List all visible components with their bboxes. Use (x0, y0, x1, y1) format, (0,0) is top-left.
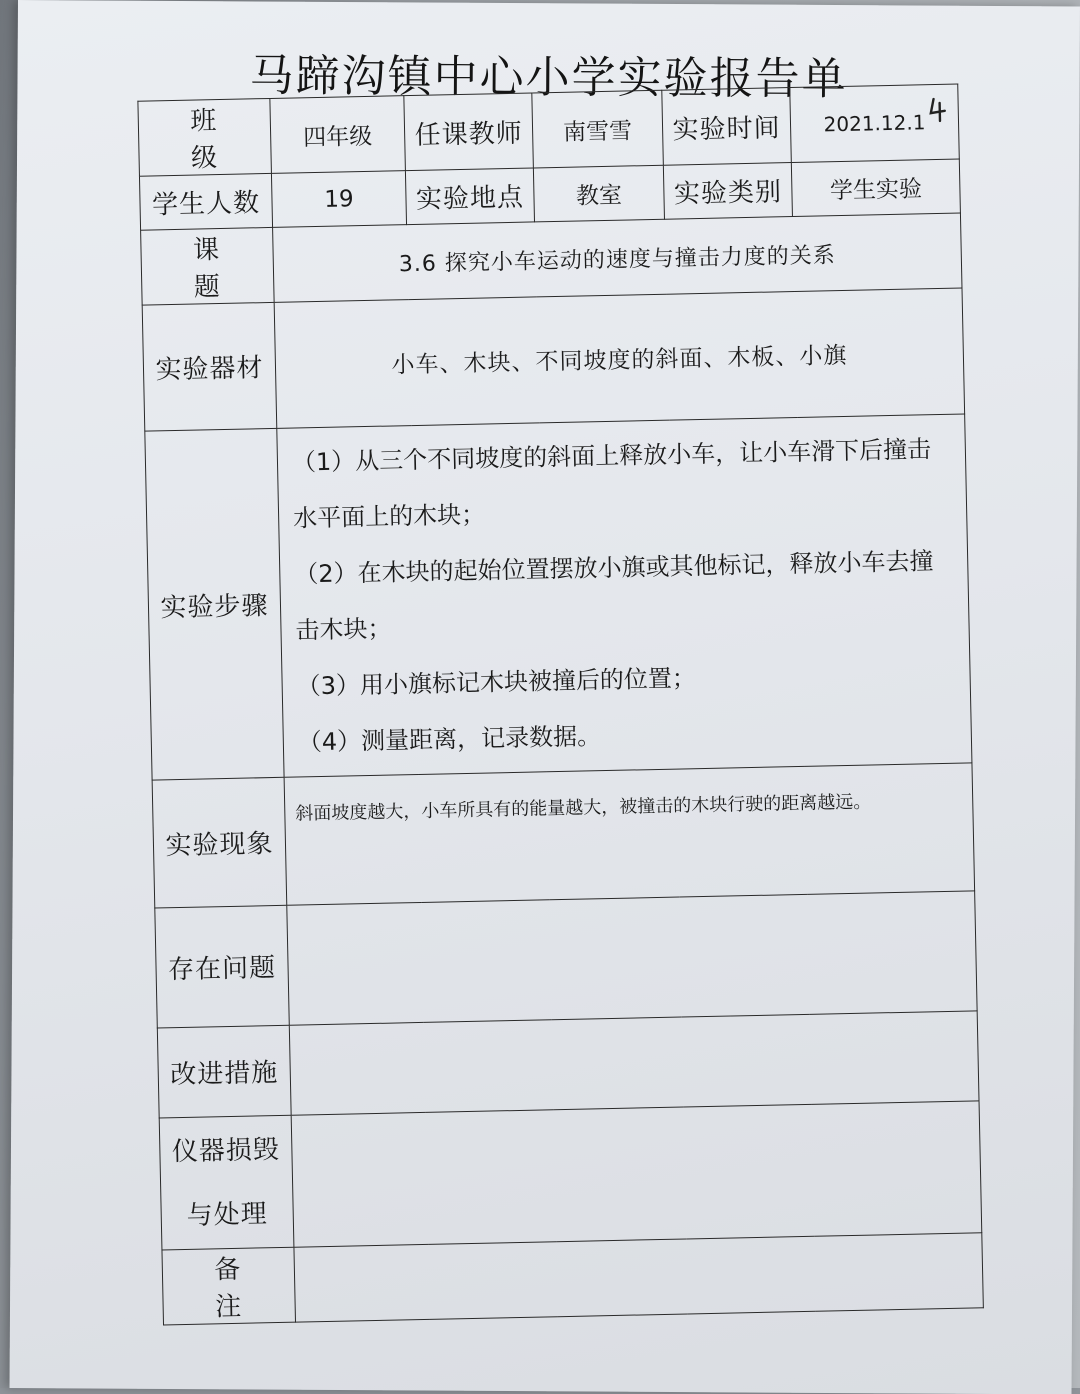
improvements-value (289, 1011, 979, 1115)
students-value: 19 (271, 171, 406, 228)
class-value: 四年级 (270, 96, 406, 174)
steps-label: 实验步骤 (145, 428, 284, 780)
step-item: （4）测量距离，记录数据。 (297, 722, 602, 757)
improvements-label: 改进措施 (157, 1025, 291, 1118)
step-item: （2）在木块的起始位置摆放小旗或其他标记，释放小车去撞击木块； (294, 547, 934, 645)
class-label: 班 级 (138, 98, 272, 176)
damage-label (159, 1115, 294, 1250)
time-label: 实验时间 (662, 88, 792, 166)
phenomenon-row (152, 763, 975, 908)
phenomenon-value: 斜面坡度越大，小车所具有的能量越大，被撞击的木块行驶的距离越远。 (284, 763, 975, 905)
step-item: （3）用小旗标记木块被撞后的位置； (296, 664, 697, 701)
step-item: （1）从三个不同坡度的斜面上释放小车，让小车滑下后撞击水平面上的木块； (291, 435, 932, 533)
topic-value: 3.6 探究小车运动的速度与撞击力度的关系 (273, 213, 962, 302)
type-value: 学生实验 (791, 159, 960, 217)
document-title: 马蹄沟镇中心小学实验报告单 (249, 50, 848, 106)
damage-value (291, 1101, 982, 1247)
type-label: 实验类别 (663, 163, 792, 220)
remarks-row (162, 1233, 983, 1325)
steps-list (277, 414, 972, 777)
problems-row (155, 891, 977, 1028)
location-value: 教室 (533, 165, 664, 222)
teacher-label: 任课教师 (404, 93, 534, 171)
problems-label: 存在问题 (155, 905, 289, 1028)
time-cell (790, 84, 960, 163)
topic-label: 课 题 (141, 227, 275, 305)
damage-label-line1: 仪器损毁 (171, 1134, 281, 1167)
remarks-label: 备 注 (162, 1247, 296, 1325)
damage-label-line2: 与处理 (186, 1198, 269, 1231)
location-label: 实验地点 (405, 168, 534, 225)
problems-value (287, 891, 977, 1025)
damage-row (159, 1101, 982, 1250)
remarks-value (294, 1233, 983, 1322)
materials-value: 小车、木块、不同坡度的斜面、木板、小旗 (274, 288, 964, 428)
phenomenon-label: 实验现象 (152, 777, 287, 908)
handwritten-digit-scribble (927, 97, 948, 123)
time-value: 2021.12.1 (823, 110, 926, 137)
steps-row (145, 414, 972, 780)
materials-row (142, 288, 964, 431)
improvements-row (157, 1011, 979, 1118)
teacher-value: 南雪雪 (532, 90, 664, 168)
materials-label: 实验器材 (142, 302, 277, 431)
report-sheet (10, 0, 1080, 1394)
report-table (137, 84, 983, 1326)
students-label: 学生人数 (139, 173, 272, 230)
